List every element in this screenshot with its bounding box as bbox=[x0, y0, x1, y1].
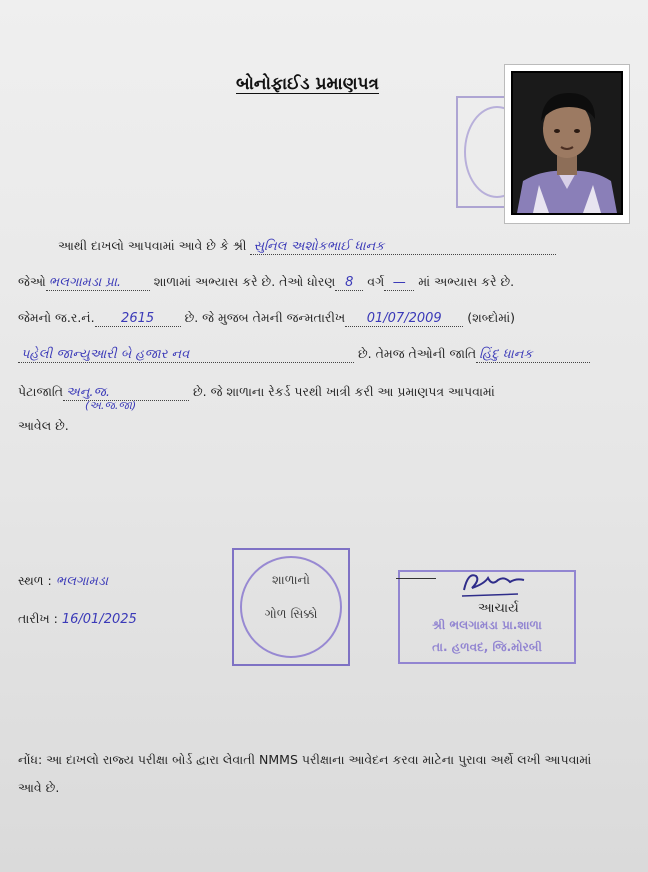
line3-prefix: જેમનો જ.ર.નં. bbox=[18, 310, 95, 325]
footer-note: નોંધ: આ દાખલો રાજ્ય પરીક્ષા બોર્ડ દ્વારા લેવાતી NMMS પરીક્ષાના આવેદન કરવા માટેના પુરાવા અર્થે લખી આપવામાં આવે છે. bbox=[18, 752, 592, 795]
cert-line-2 bbox=[18, 274, 514, 291]
seal-text-2: ગોળ સિક્કો bbox=[264, 606, 318, 621]
stamp-school-line: શ્રી ભલગામડા પ્રા.શાળા bbox=[432, 618, 542, 632]
place-value: ભલગામડા bbox=[55, 574, 109, 589]
date-label: તારીખ : bbox=[18, 611, 58, 626]
line4-mid: છે. તેમજ તેઓની જાતિ bbox=[357, 346, 477, 361]
place-label: સ્થળ : bbox=[18, 573, 52, 588]
principal-role: આચાર્ય bbox=[478, 601, 519, 616]
school-name: ભલગામડા પ્રા. bbox=[46, 275, 150, 291]
cert-line-3 bbox=[18, 310, 515, 327]
line5-suffix: છે. જે શાળાના રેકર્ડ પરથી ખાત્રી કરી આ પ્રમાણપત્ર આપવામાં bbox=[193, 384, 495, 399]
caste-value: હિંદુ ધાનક bbox=[476, 347, 590, 363]
certificate-title: બોનોફાઈડ પ્રમાણપત્ર bbox=[236, 74, 380, 94]
line2-suffix: માં અભ્યાસ કરે છે. bbox=[418, 274, 515, 289]
student-portrait bbox=[513, 73, 621, 213]
school-round-seal bbox=[232, 548, 350, 666]
line3-mid: છે. જે મુજબ તેમની જન્મતારીખ bbox=[184, 310, 346, 325]
subcaste-note: (અ.જ.જા) bbox=[85, 399, 137, 412]
subcaste-value bbox=[63, 385, 189, 412]
cert-line-4 bbox=[18, 346, 590, 363]
seal-text-1: શાળાનો bbox=[272, 572, 310, 587]
birth-date-words: પહેલી જાન્યુઆરી બે હજાર નવ bbox=[18, 347, 354, 363]
cert-line-1 bbox=[58, 238, 556, 255]
date-value: 16/01/2025 bbox=[61, 612, 137, 627]
cert-line-6 bbox=[18, 418, 69, 434]
stamp-address-line: તા. હળવદ, જિ.મોરબી bbox=[432, 640, 542, 654]
cert-line-5 bbox=[18, 384, 495, 412]
line6-text: આવેલ છે. bbox=[18, 418, 69, 433]
line2-mid: શાળામાં અભ્યાસ કરે છે. તેઓ ધોરણ bbox=[153, 274, 336, 289]
student-photo bbox=[504, 64, 630, 224]
line2-prefix: જેઓ bbox=[18, 274, 46, 289]
photo-frame bbox=[511, 71, 623, 215]
register-number: 2615 bbox=[95, 311, 181, 327]
subcaste-text: અનુ.જ. bbox=[66, 385, 110, 400]
line2-mid2: વર્ગ bbox=[367, 274, 385, 289]
principal-signature bbox=[458, 566, 528, 602]
signature-dash bbox=[396, 578, 436, 579]
place-row bbox=[18, 573, 108, 589]
standard-value: 8 bbox=[335, 275, 363, 291]
line1-prefix: આથી દાખલો આપવામાં આવે છે કે શ્રી bbox=[58, 238, 247, 253]
birth-date: 01/07/2009 bbox=[345, 311, 463, 327]
line5-prefix: પેટાજાતિ bbox=[18, 384, 64, 399]
line3-suffix: (શબ્દોમાં) bbox=[467, 310, 516, 325]
date-row bbox=[18, 611, 137, 627]
division-value: — bbox=[384, 275, 414, 291]
student-name: સુનિલ અશોકભાઈ ધાનક bbox=[250, 239, 556, 255]
